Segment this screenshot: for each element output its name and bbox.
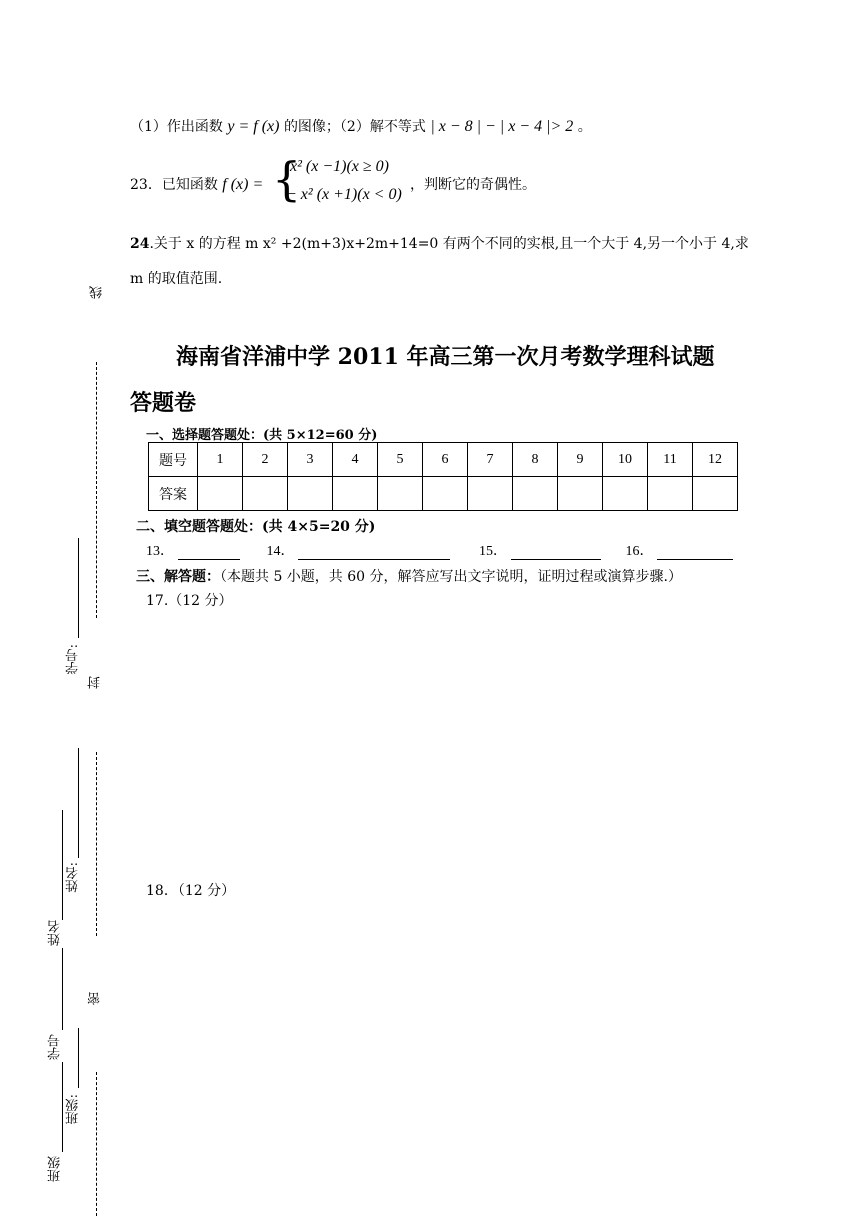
margin-solid-line xyxy=(62,810,63,920)
table-label-num: 题号 xyxy=(149,443,198,477)
section3-note: （本题共 5 小题，共 60 分，解答应写出文字说明，证明过程或演算步骤.） xyxy=(220,569,682,585)
margin-dashed-line xyxy=(96,362,97,618)
q23-fx: f (x) = xyxy=(222,176,264,193)
margin-solid-line xyxy=(78,748,79,858)
answer-cell-5[interactable] xyxy=(378,477,423,511)
table-cell: 2 xyxy=(243,443,288,477)
page-subtitle: 答题卷 xyxy=(130,390,197,416)
section3-heading: 三、解答题： xyxy=(136,569,220,585)
section2-heading: 二、填空题答题处：(共 4×5=20 分) xyxy=(136,519,376,535)
margin-solid-line xyxy=(78,1028,79,1088)
answer-cell-6[interactable] xyxy=(423,477,468,511)
q22-line xyxy=(130,116,592,136)
page-title: 海南省洋浦中学 2011 年高三第一次月考数学理科试题 xyxy=(176,344,715,370)
margin-banji: 班级 xyxy=(48,1156,63,1182)
q23-number: 23． xyxy=(130,177,162,193)
margin-xian: 线 xyxy=(90,286,105,299)
answer-cell-10[interactable] xyxy=(603,477,648,511)
answer-cell-7[interactable] xyxy=(468,477,513,511)
table-cell: 12 xyxy=(693,443,738,477)
table-cell: 4 xyxy=(333,443,378,477)
answer-cell-4[interactable] xyxy=(333,477,378,511)
q22-part1-math: y = f (x) xyxy=(227,118,280,135)
answer-cell-8[interactable] xyxy=(513,477,558,511)
q17-label: 17.（12 分） xyxy=(146,593,233,609)
fill-blanks-row xyxy=(146,540,733,560)
table-cell: 3 xyxy=(288,443,333,477)
answer-cell-2[interactable] xyxy=(243,477,288,511)
margin-feng: 封 xyxy=(88,676,103,689)
q22-part2-math: | x − 8 | − | x − 4 |> 2 xyxy=(430,118,574,135)
blank-16[interactable] xyxy=(657,545,733,560)
table-cell: 9 xyxy=(558,443,603,477)
blank-label-15: 15． xyxy=(479,544,507,559)
q23-text: 已知函数 xyxy=(161,177,218,193)
margin-banji-colon: 班级: xyxy=(66,1094,81,1125)
table-label-ans: 答案 xyxy=(149,477,198,511)
margin-xingming-colon: 姓名: xyxy=(66,862,81,893)
margin-solid-line xyxy=(78,538,79,638)
section1-heading: 一、选择题答题处：(共 5×12=60 分) xyxy=(146,428,378,443)
q24-text1: .关于 x 的方程 m x² +2(m+3)x+2m+14=0 有两个不同的实根,且一个大于 4,另一个小于 4,求 xyxy=(149,236,749,252)
answer-cell-3[interactable] xyxy=(288,477,333,511)
q24-number: 24 xyxy=(130,236,150,252)
margin-xingming: 姓名 xyxy=(48,920,63,946)
answer-cell-9[interactable] xyxy=(558,477,603,511)
q23-tail: ，判断它的奇偶性。 xyxy=(410,177,536,193)
table-cell: 1 xyxy=(198,443,243,477)
answer-cell-11[interactable] xyxy=(648,477,693,511)
q23-case1: x² (x −1)(x ≥ 0) xyxy=(290,158,389,175)
margin-solid-line xyxy=(62,948,63,1030)
table-cell: 11 xyxy=(648,443,693,477)
q24-line1 xyxy=(130,233,749,253)
answer-cell-12[interactable] xyxy=(693,477,738,511)
q23-line xyxy=(130,174,263,194)
margin-mi: 密 xyxy=(88,992,103,1005)
answer-table xyxy=(148,442,738,511)
blank-label-13: 13． xyxy=(146,544,174,559)
table-cell: 10 xyxy=(603,443,648,477)
blank-13[interactable] xyxy=(178,545,240,560)
table-cell: 5 xyxy=(378,443,423,477)
blank-14[interactable] xyxy=(298,545,450,560)
q22-part2-tail: 。 xyxy=(577,119,592,135)
table-row xyxy=(149,443,738,477)
blank-15[interactable] xyxy=(511,545,601,560)
margin-dashed-line xyxy=(96,752,97,936)
table-cell: 6 xyxy=(423,443,468,477)
blank-label-14: 14． xyxy=(266,544,295,559)
q22-part1-label: （1）作出函数 xyxy=(130,119,223,135)
table-row xyxy=(149,477,738,511)
blank-label-16: 16． xyxy=(625,544,654,559)
q18-label: 18．（12 分） xyxy=(146,883,236,899)
answer-cell-1[interactable] xyxy=(198,477,243,511)
margin-xuehao: 学号 xyxy=(48,1034,63,1060)
q22-part1-tail: 的图像；（2）解不等式 xyxy=(283,119,426,135)
section3-line xyxy=(136,566,682,586)
margin-solid-line xyxy=(62,1062,63,1152)
margin-dashed-line xyxy=(96,1072,97,1216)
table-cell: 8 xyxy=(513,443,558,477)
margin-xuehao-colon: 学号: xyxy=(66,644,81,675)
table-cell: 7 xyxy=(468,443,513,477)
q23-brace: { xyxy=(272,152,302,206)
q23-case2: − x² (x +1)(x < 0) xyxy=(286,186,402,203)
q24-line2: m 的取值范围. xyxy=(130,271,223,287)
